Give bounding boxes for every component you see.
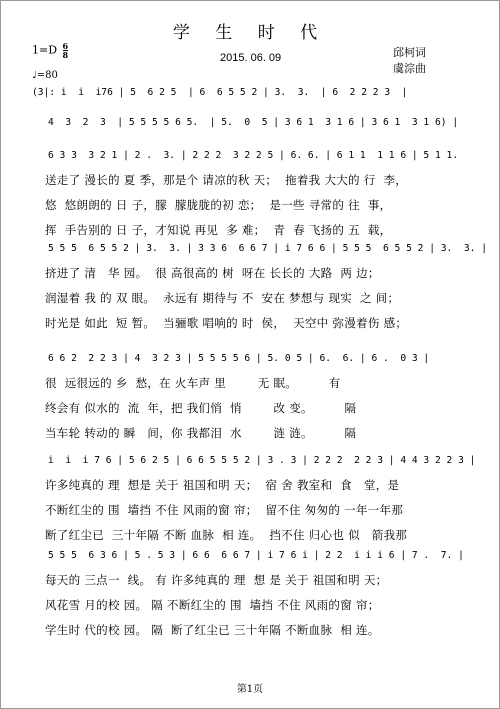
lyric-line: 挤进了 清 华 园。 很 高很高的 树 呀在 长长的 大路 两 边； (45, 266, 380, 280)
lyric-line: 终会有 似水的 流 年，把 我们悄 悄 改 变。 隔 (45, 401, 357, 415)
lyric-line: 许多纯真的 理 想是 关于 祖国和明 天； 宿 舍 教室和 食 堂，是 (45, 478, 400, 492)
lyric-line: 润湿着 我 的 双 眼。 永远有 期待与 不 安在 梦想与 现实 之 间； (45, 291, 400, 305)
lyricist-credit: 邱柯词 (393, 46, 426, 59)
lyric-line: 送走了 漫长的 夏 季，那是个 请凉的秋 天； 拖着我 大大的 行 李， (45, 173, 408, 187)
lyric-line: 挥 手告别的 日 子，才知说 再见 多 难； 青 春 飞扬的 五 载， (45, 223, 392, 237)
notation-line: 6 3 3 3 2 1 | 2 . 3. | 2 2 2 3 2 2 5 | 6. 6. | 6 1 1 1 1 6 | 5 1 1. (48, 150, 459, 161)
lyric-line: 很 远很远的 乡 愁，在 火车声 里 无 眠。 有 (45, 376, 341, 390)
time-denominator: 8 (62, 50, 69, 60)
lyric-line: 断了红尘已 三十年隔 不断 血脉 相 连。 挡不住 归心也 似 箭我那 (45, 528, 408, 542)
notation-line: 4 3 2 3 | 5 5 5 5 6 5. | 5. 0 5 | 3 6 1 3 1 6 | 3 6 1 3 1 6) | (48, 117, 459, 128)
composition-date: 2015. 06. 09 (220, 52, 282, 64)
notation-line: (3|: i i i76 | 5 6 2 5 | 6 6 5 5 2 | 3. 3. | 6 2 2 2 3 | (32, 87, 408, 98)
lyric-line: 不断红尘的 围 墙挡 不住 风雨的窗 帘； 留不住 匆匆的 一年一年那 (45, 503, 404, 517)
notation-line: i i i 7 6 | 5 6 2 5 | 6 6 5 5 5 2 | 3 . 3 | 2 2 2 2 2 3 | 4 4 3 2 2 3 | (48, 455, 476, 466)
time-signature (63, 42, 69, 59)
lyric-line: 风花雪 月的校 园。 隔 不断红尘的 围 墙挡 不住 风雨的窗 帘； (45, 598, 380, 612)
notation-line: 5 5 5 6 5 5 2 | 3. 3. | 3 3 6 6 6 7 | i 7 6 6 | 5 5 5 6 5 5 2 | 3. 3. | (48, 243, 487, 254)
notation-line: 5 5 5 6 3 6 | 5 . 5 3 | 6 6 6 6 7 | i 7 6 i | 2 2 i i i 6 | 7 . 7. | (48, 550, 464, 561)
lyric-line: 时光是 如此 短 暂。 当骊歌 唱响的 时 侯， 天空中 弥漫着伤 感； (45, 316, 408, 330)
page-number: 第1页 (236, 684, 264, 695)
song-title: 学 生 时 代 (172, 23, 328, 43)
lyric-line: 每天的 三点一 线。 有 许多纯真的 理 想 是 关于 祖国和明 天； (45, 573, 388, 587)
key-label: 1=D (32, 43, 58, 57)
tempo-mark: ♩=80 (32, 70, 58, 81)
lyric-line: 悠 悠朗朗的 日 子，朦 朦胧胧的初 恋； 是一些 寻常的 往 事， (45, 198, 392, 212)
lyric-line: 学生时 代的校 园。 隔 断了红尘已 三十年隔 不断血脉 相 连。 (45, 623, 380, 637)
key-signature (32, 42, 68, 59)
composer-credit: 虞淙曲 (393, 62, 426, 75)
notation-line: 6 6 2 2 2 3 | 4 3 2 3 | 5 5 5 5 6 | 5. 0 5 | 6. 6. | 6 . 0 3 | (48, 353, 430, 364)
lyric-line: 当车轮 转动的 瞬 间，你 我都泪 水 涟 涟。 隔 (45, 426, 357, 440)
time-numerator: 6 (62, 41, 69, 51)
